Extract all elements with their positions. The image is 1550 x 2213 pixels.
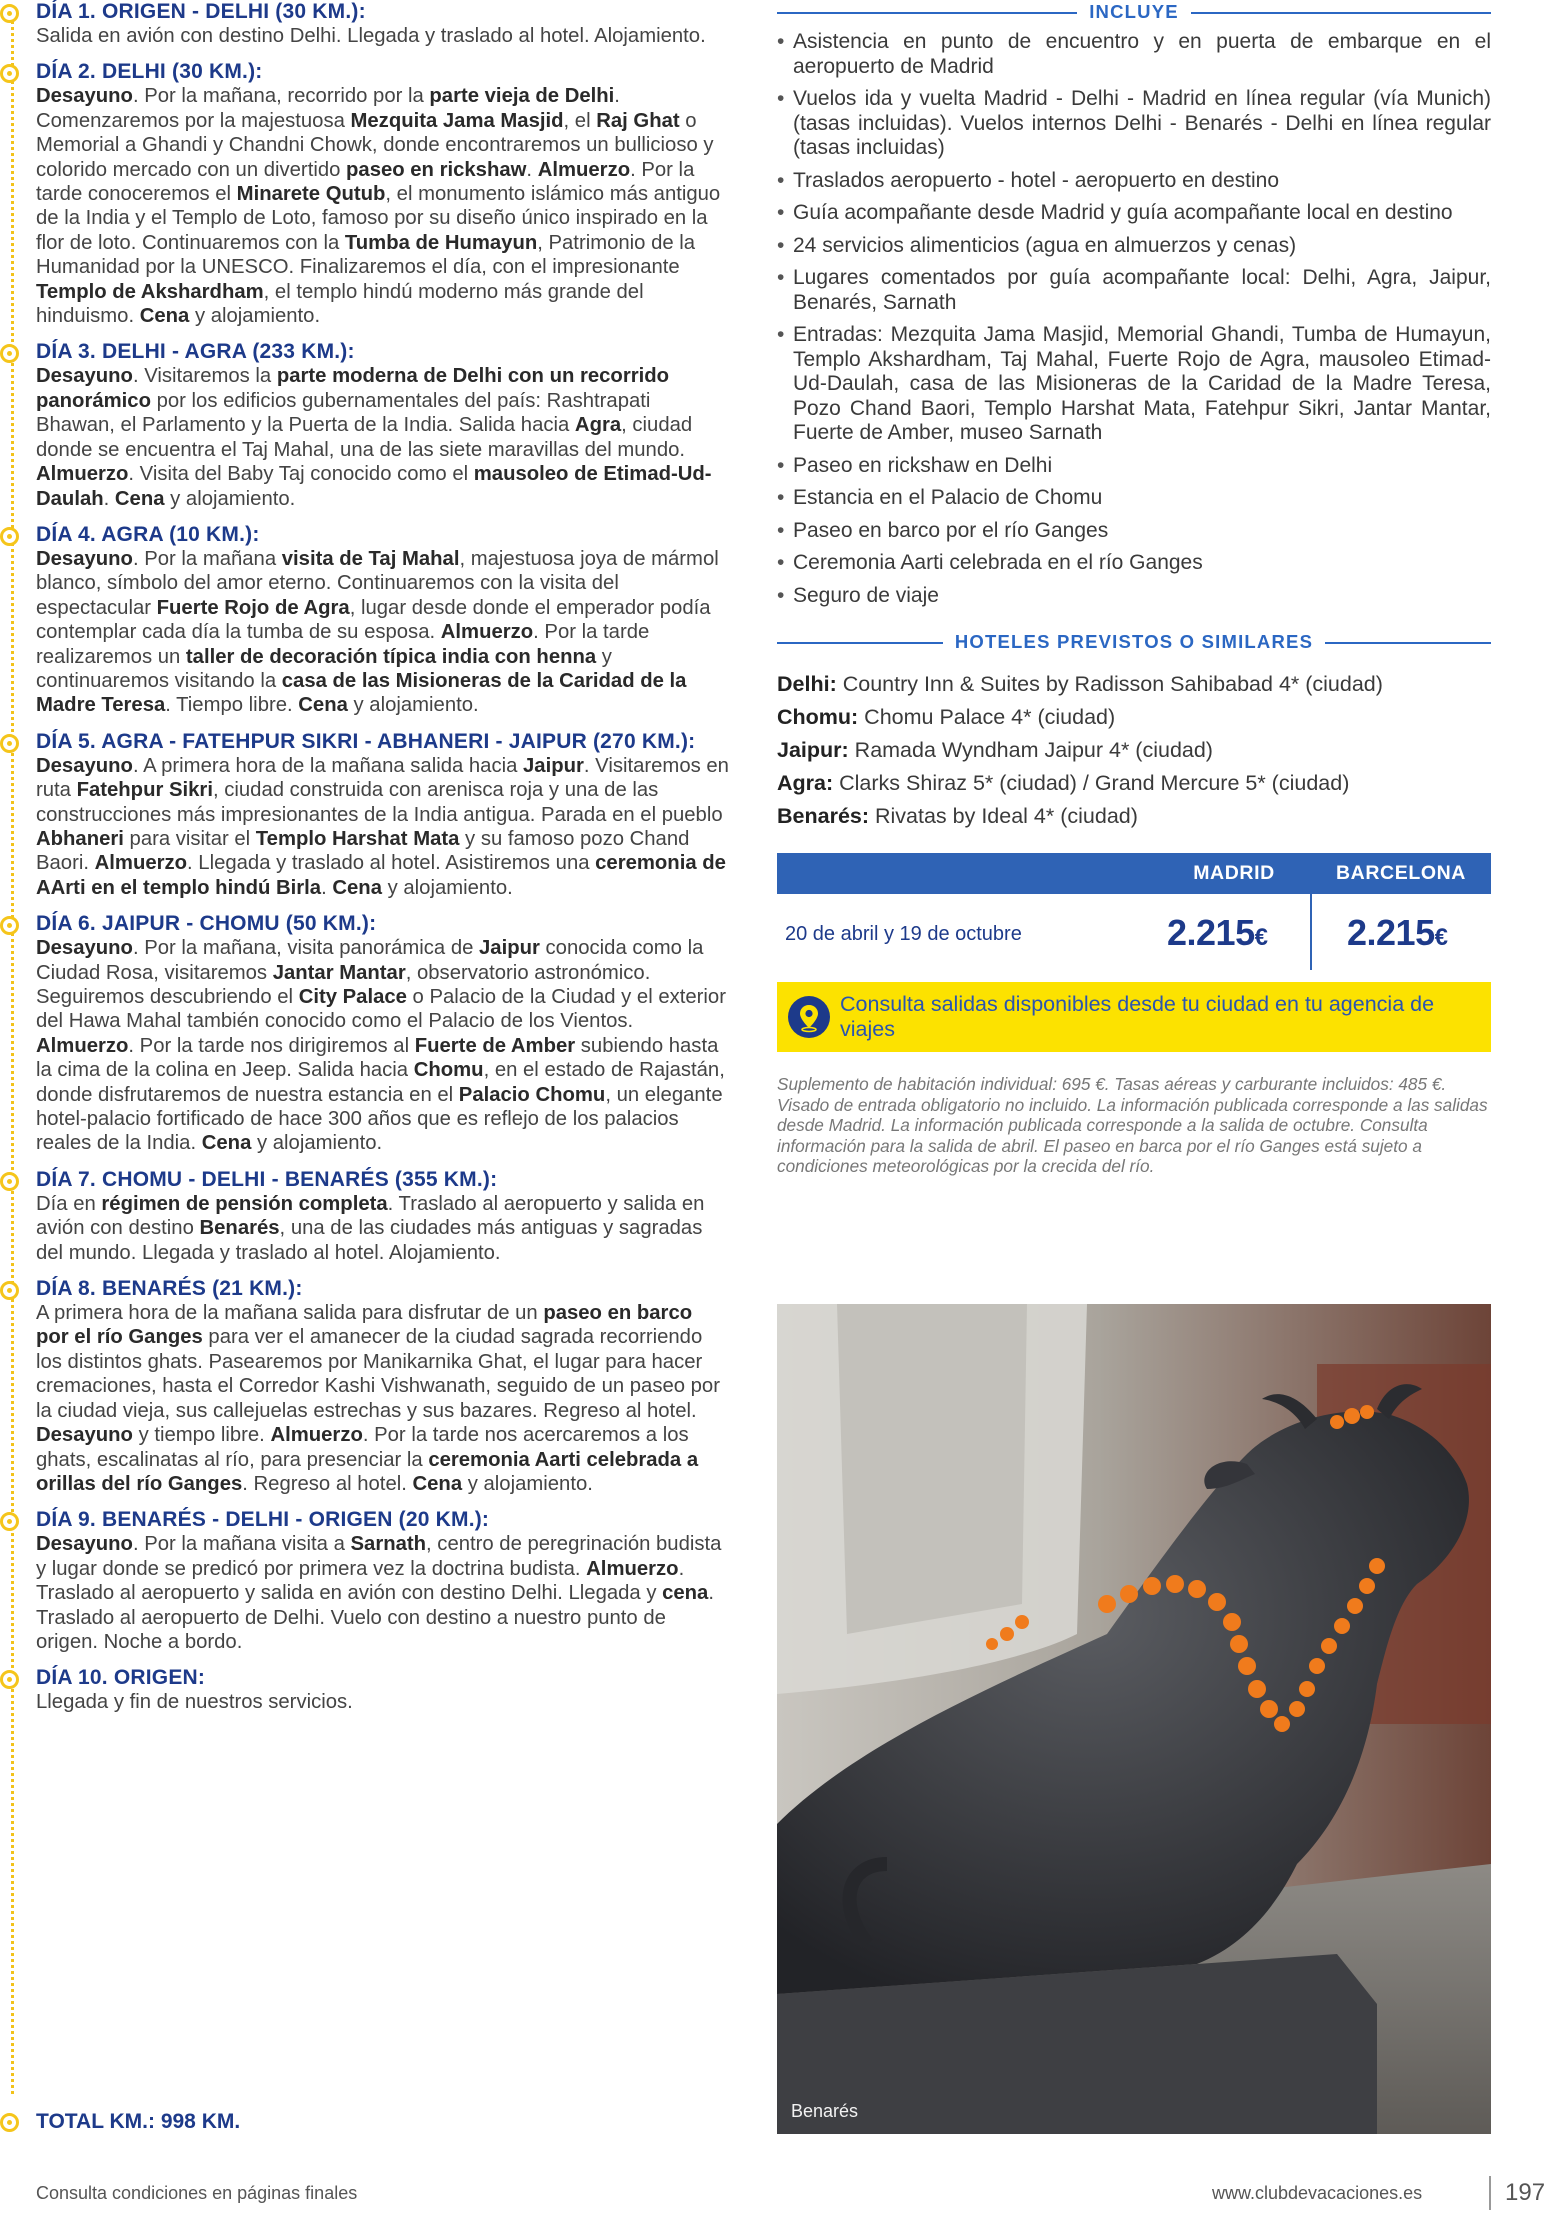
timeline-marker-icon — [0, 344, 19, 363]
hotels-heading-text: HOTELES PREVISTOS O SIMILARES — [943, 631, 1325, 652]
day-title: DÍA 9. BENARÉS - DELHI - ORIGEN (20 KM.): — [36, 1508, 490, 1532]
day-title: DÍA 5. AGRA - FATEHPUR SIKRI - ABHANERI - JAIPUR (270 KM.): — [36, 729, 696, 753]
day-title: DÍA 6. JAIPUR - CHOMU (50 KM.): — [36, 912, 377, 936]
hotel-row — [777, 800, 1491, 833]
conditions-note: Suplemento de habitación individual: 695 €. Tasas aéreas y carburante incluidos: 485 €. Visado de entrada obligatorio no incluido. La información publicada corresponde a las salidas desde Madrid. La información publicada corresponde a la salida de octubre. Consulta información para la salida de abril. El paseo en barca por el río Ganges está sujeto a condiciones meteorológicas por la crecida del río. — [777, 1074, 1488, 1176]
hotel-city: Agra: — [777, 771, 834, 795]
itinerary-day — [0, 1666, 730, 1714]
hotel-row — [777, 734, 1491, 767]
incluye-list — [777, 30, 1491, 608]
nandi-statue-photo — [777, 1304, 1491, 2134]
incluye-heading-text: INCLUYE — [1077, 1, 1191, 22]
itinerary-column — [0, 0, 730, 2133]
timeline-marker-icon — [0, 1281, 19, 1300]
price-row — [777, 894, 1491, 970]
footer-divider — [1489, 2176, 1491, 2210]
consulta-banner — [777, 982, 1491, 1052]
day-title: DÍA 10. ORIGEN: — [36, 1666, 206, 1690]
timeline-marker-icon — [0, 527, 19, 546]
hotel-name: Clarks Shiraz 5* (ciudad) / Grand Mercure 5* (ciudad) — [833, 771, 1350, 795]
price-column-divider — [1310, 894, 1312, 970]
footer-conditions: Consulta condiciones en páginas finales — [36, 2183, 358, 2203]
itinerary-day — [0, 730, 730, 900]
day-description: A primera hora de la mañana salida para disfrutar de un paseo en barco por el río Ganges para ver el amanecer de la ciudad sagrada recorriendo los distintos ghats. Pasearemos por Manikarnika Ghat, el lugar para hacer cremaciones, hasta el Corredor Kashi Vishwanath, seguido de un paseo por la ciudad vieja, sus callejuelas estrechas y sus bazares. Regreso al hotel. Desayuno y tiempo libre. Almuerzo. Por la tarde nos acercaremos a los ghats, escalinatas al río, para presenciar la ceremonia Aarti celebrada a orillas del río Ganges. Regreso al hotel. Cena y alojamiento. — [36, 1302, 720, 1495]
hotels-heading — [777, 630, 1491, 654]
price-table — [777, 853, 1491, 970]
incluye-item: • Ceremonia Aarti celebrada en el río Ganges — [777, 551, 1491, 576]
day-title: DÍA 2. DELHI (30 KM.): — [36, 60, 263, 84]
hotel-row — [777, 668, 1491, 701]
day-description: Desayuno. Por la mañana visita de Taj Mahal, majestuosa joya de mármol blanco, símbolo del amor eterno. Continuaremos con la visita del espectacular Fuerte Rojo de Agra, lugar desde donde el emperador podía contemplar cada día la tumba de su esposa. Almuerzo. Por la tarde realizaremos un taller de decoración típica india con henna y continuaremos visitando la casa de las Misioneras de la Caridad de la Madre Teresa. Tiempo libre. Cena y alojamiento. — [36, 547, 719, 717]
day-title: DÍA 4. AGRA (10 KM.): — [36, 522, 260, 546]
day-description: Día en régimen de pensión completa. Traslado al aeropuerto y salida en avión con destino Benarés, una de las ciudades más antiguas y sagradas del mundo. Llegada y traslado al hotel. Alojamiento. — [36, 1192, 705, 1264]
incluye-item: • Paseo en barco por el río Ganges — [777, 519, 1491, 544]
price-col-barcelona: BARCELONA — [1336, 862, 1466, 884]
day-description: Salida en avión con destino Delhi. Llegada y traslado al hotel. Alojamiento. — [36, 25, 706, 47]
itinerary-day — [0, 523, 730, 718]
day-description: Desayuno. Visitaremos la parte moderna de Delhi con un recorrido panorámico por los edificios gubernamentales del país: Rashtrapati Bhawan, el Parlamento y la Puerta de la India. Salida hacia Agra, ciudad donde se encuentra el Taj Mahal, una de las siete maravillas del mundo. Almuerzo. Visita del Baby Taj conocido como el mausoleo de Etimad-Ud-Daulah. Cena y alojamiento. — [36, 365, 712, 510]
timeline-marker-icon — [0, 4, 19, 23]
incluye-item: • 24 servicios alimenticios (agua en almuerzos y cenas) — [777, 234, 1491, 259]
right-column — [777, 0, 1491, 2121]
timeline-marker-icon — [0, 1512, 19, 1531]
timeline-marker-icon — [0, 64, 19, 83]
price-dates: 20 de abril y 19 de octubre — [785, 923, 1022, 945]
timeline-marker-icon — [0, 734, 19, 753]
itinerary-day — [0, 1508, 730, 1654]
day-description: Desayuno. Por la mañana visita a Sarnath, centro de peregrinación budista y lugar donde se predicó por primera vez la doctrina budista. Almuerzo. Traslado al aeropuerto y salida en avión con destino Delhi. Llegada y cena. Traslado al aeropuerto de Delhi. Vuelo con destino a nuestro punto de origen. Noche a bordo. — [36, 1533, 722, 1653]
day-title: DÍA 3. DELHI - AGRA (233 KM.): — [36, 340, 355, 364]
price-table-header — [777, 853, 1491, 894]
incluye-item: • Paseo en rickshaw en Delhi — [777, 454, 1491, 479]
itinerary-day — [0, 1277, 730, 1496]
location-pin-icon — [788, 996, 830, 1038]
timeline-marker-icon — [0, 916, 19, 935]
incluye-item: • Lugares comentados por guía acompañante local: Delhi, Agra, Jaipur, Benarés, Sarnath — [777, 266, 1491, 315]
photo-caption: Benarés — [791, 2101, 859, 2121]
price-barcelona: 2.215€ — [1347, 912, 1448, 953]
hotel-name: Rivatas by Ideal 4* (ciudad) — [869, 804, 1138, 828]
incluye-item: • Traslados aeropuerto - hotel - aeropuerto en destino — [777, 169, 1491, 194]
day-description: Llegada y fin de nuestros servicios. — [36, 1691, 353, 1714]
itinerary-day — [0, 1168, 730, 1265]
day-title: DÍA 8. BENARÉS (21 KM.): — [36, 1277, 303, 1301]
incluye-item: • Guía acompañante desde Madrid y guía acompañante local en destino — [777, 201, 1491, 226]
incluye-item: • Vuelos ida y vuelta Madrid - Delhi - Madrid en línea regular (vía Munich) (tasas incluidas). Vuelos internos Delhi - Benarés - Delhi en línea regular (tasas incluidas) — [777, 87, 1491, 161]
hotel-name: Ramada Wyndham Jaipur 4* (ciudad) — [848, 738, 1213, 762]
hotels-section — [777, 630, 1491, 833]
hotel-city: Jaipur: — [777, 738, 849, 762]
incluye-item: • Seguro de viaje — [777, 584, 1491, 609]
timeline-marker-icon — [0, 1172, 19, 1191]
itinerary-day — [0, 0, 730, 48]
hotel-name: Chomu Palace 4* (ciudad) — [858, 705, 1116, 729]
price-madrid: 2.215€ — [1167, 912, 1268, 953]
incluye-heading — [777, 0, 1491, 24]
hotel-row — [777, 701, 1491, 734]
day-description: Desayuno. Por la mañana, visita panorámica de Jaipur conocida como la Ciudad Rosa, visitaremos Jantar Mantar, observatorio astronómico. Seguiremos descubriendo el City Palace o Palacio de la Ciudad y el exterior del Hawa Mahal también conocido como el Palacio de los Vientos. Almuerzo. Por la tarde nos dirigiremos al Fuerte de Amber subiendo hasta la cima de la colina en Jeep. Salida hacia Chomu, en el estado de Rajastán, donde disfrutaremos de nuestra estancia en el Palacio Chomu, un elegante hotel-palacio fortificado de hace 300 años que es reflejo de los palacios reales de la India. Cena y alojamiento. — [36, 937, 726, 1155]
incluye-item: • Asistencia en punto de encuentro y en puerta de embarque en el aeropuerto de Madrid — [777, 30, 1491, 79]
page-number: 197 — [1505, 2179, 1546, 2206]
day-description: Desayuno. Por la mañana, recorrido por la parte vieja de Delhi. Comenzaremos por la majestuosa Mezquita Jama Masjid, el Raj Ghat o Memorial a Ghandi y Chandni Chowk, donde encontraremos un bullicioso y colorido mercado con un divertido paseo en rickshaw. Almuerzo. Por la tarde conoceremos el Minarete Qutub, el monumento islámico más antiguo de la India y el Templo de Loto, famoso por su diseño único inspirado en la flor de loto. Continuaremos con la Tumba de Humayun, Patrimonio de la Humanidad por la UNESCO. Finalizaremos el día, con el impresionante Templo de Akshardham, el templo hindú moderno más grande del hinduismo. Cena y alojamiento. — [36, 85, 721, 328]
hotel-city: Delhi: — [777, 672, 837, 696]
incluye-item: • Estancia en el Palacio de Chomu — [777, 486, 1491, 511]
itinerary-day — [0, 912, 730, 1156]
day-title: DÍA 1. ORIGEN - DELHI (30 KM.): — [36, 0, 366, 23]
footer-url-link[interactable]: www.clubdevacaciones.es — [1212, 2183, 1423, 2203]
consulta-text: Consulta salidas disponibles desde tu ciudad en tu agencia de viajes — [840, 992, 1435, 1041]
hotel-list — [777, 668, 1491, 833]
timeline-marker-icon — [0, 1670, 19, 1689]
itinerary-days — [0, 0, 730, 1715]
hotel-city: Benarés: — [777, 804, 870, 828]
price-col-madrid: MADRID — [1193, 862, 1275, 884]
itinerary-day — [0, 60, 730, 328]
total-km: TOTAL KM.: 998 KM. — [36, 2110, 241, 2133]
day-description: Desayuno. A primera hora de la mañana salida hacia Jaipur. Visitaremos en ruta Fatehpur Sikri, ciudad construida con arenisca roja y una de las construcciones más impresionantes de la India antigua. Parada en el pueblo Abhaneri para visitar el Templo Harshat Mata y su famoso pozo Chand Baori. Almuerzo. Llegada y traslado al hotel. Asistiremos una ceremonia de AArti en el templo hindú Birla. Cena y alojamiento. — [36, 754, 729, 899]
incluye-item: • Entradas: Mezquita Jama Masjid, Memorial Ghandi, Tumba de Humayun, Templo Akshardham, Taj Mahal, Fuerte Rojo de Agra, mausoleo Etimad-Ud-Daulah, casa de las Misioneras de la Caridad de la Madre Teresa, Pozo Chand Baori, Templo Harshat Mata, Fatehpur Sikri, Jantar Mantar, Fuerte de Amber, museo Sarnath — [777, 323, 1491, 446]
hotel-name: Country Inn & Suites by Radisson Sahibabad 4* (ciudad) — [836, 672, 1383, 696]
itinerary-day — [0, 340, 730, 510]
timeline-marker-icon — [0, 2113, 19, 2132]
hotel-city: Chomu: — [777, 705, 859, 729]
hotel-row — [777, 767, 1491, 800]
day-title: DÍA 7. CHOMU - DELHI - BENARÉS (355 KM.): — [36, 1167, 498, 1191]
